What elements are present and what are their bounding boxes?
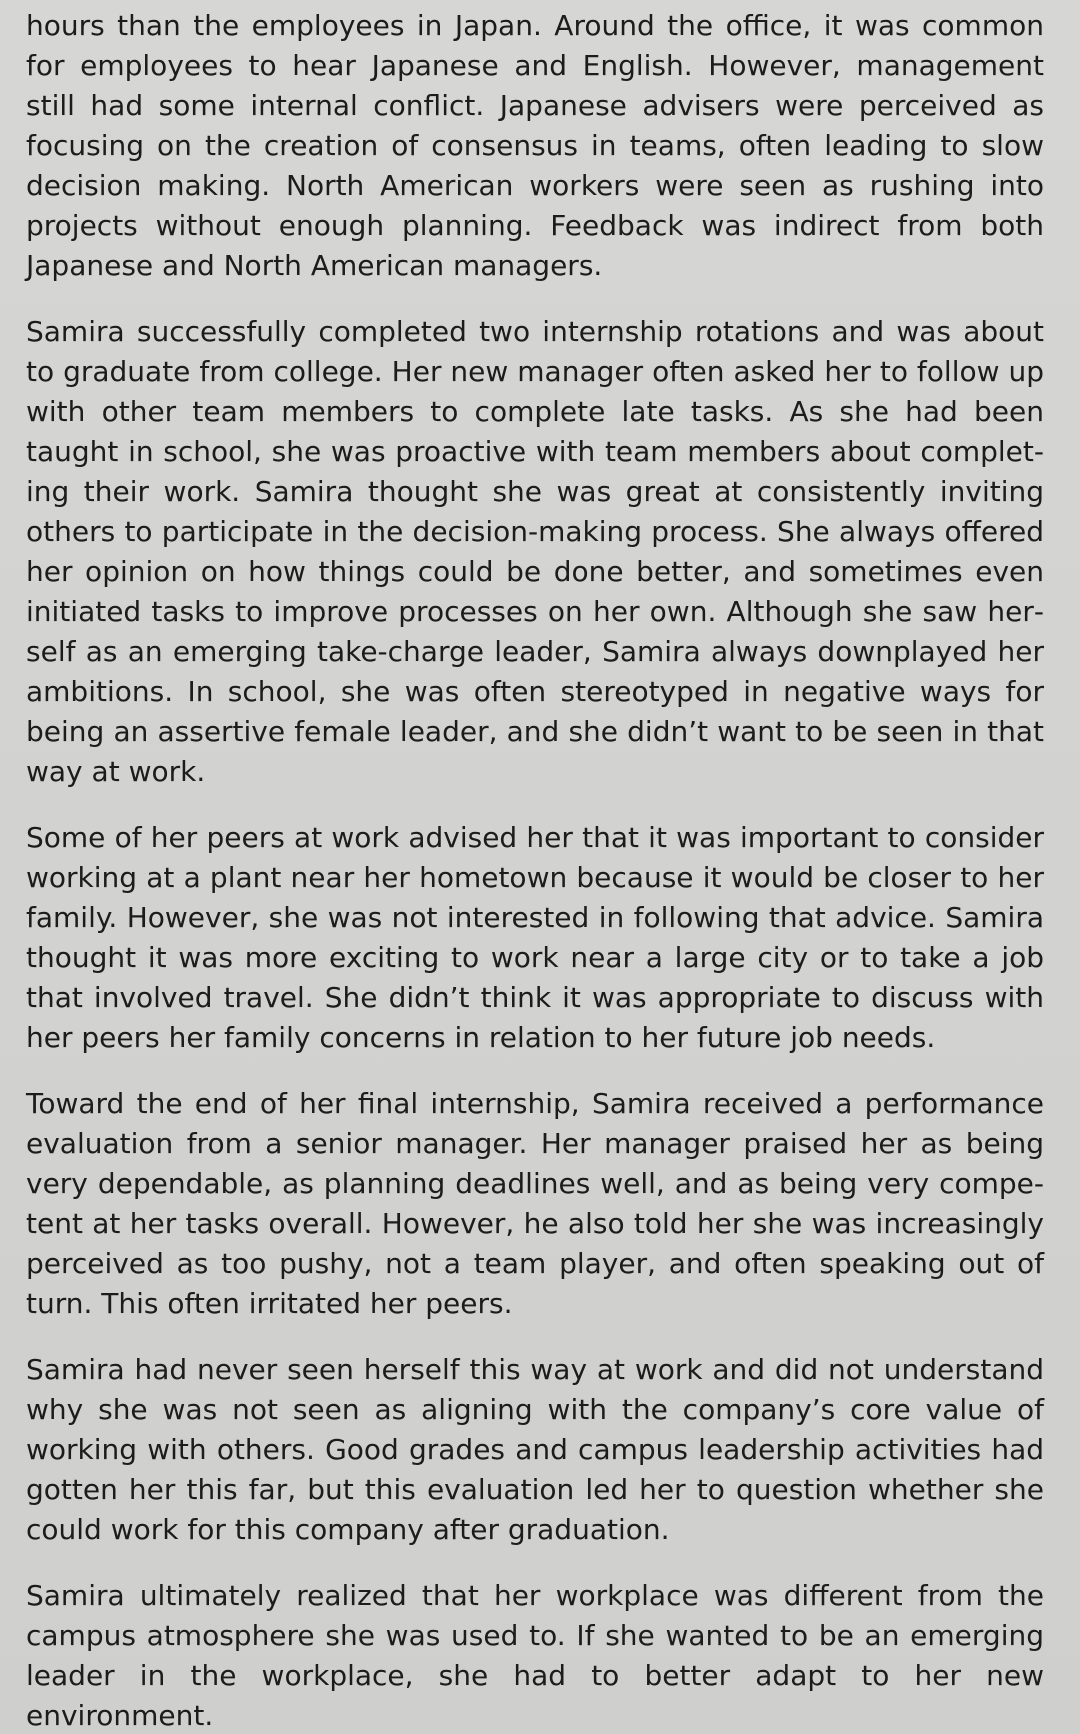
- paragraph-1: hours than the employees in Japan. Around the office, it was common for employees to hear Japanese and English. However, management still had some internal conflict. Japanese advisers were perceived as focusing on the creation of consensus in teams, often leading to slow decision making. North American workers were seen as rushing into projects without enough planning. Feedback was indirect from both Japanese and North American managers.: [26, 9, 1044, 282]
- paragraph-3: Some of her peers at work advised her that it was important to consider working at a plant near her hometown because it would be closer to her family. However, she was not interested in following that advice. Samira thought it was more exciting to work near a large city or to take a job that involved travel. She didn’t think it was appropriate to discuss with her peers her family concerns in relation to her future job needs.: [26, 821, 1044, 1054]
- paragraph-4: Toward the end of her final internship, Samira received a performance evaluation from a senior manager. Her manager praised her as being very dependable, as planning deadlines well, and as being very competent at her tasks overall. However, he also told her she was increasingly perceived as too pushy, not a team player, and often speaking out of turn. This often irritated her peers.: [26, 1087, 1044, 1320]
- paragraph-5: Samira had never seen herself this way at work and did not understand why she was not seen as aligning with the company’s core value of working with others. Good grades and campus leadership activities had gotten her this far, but this evaluation led her to question whether she could work for this company after graduation.: [26, 1353, 1044, 1546]
- paragraph-6: Samira ultimately realized that her workplace was different from the campus atmosphere she was used to. If she wanted to be an emerging leader in the workplace, she had to better adapt to her new environment.: [26, 1579, 1044, 1732]
- paragraph-2: Samira successfully completed two internship rotations and was about to graduate from college. Her new manager often asked her to follow up with other team members to complete late tasks. As she had been taught in school, she was proactive with team members about completing their work. Samira thought she was great at consistently inviting others to participate in the decision-making process. She always offered her opinion on how things could be done better, and sometimes even initiated tasks to improve processes on her own. Although she saw herself as an emerging take-charge leader, Samira always downplayed her ambitions. In school, she was often stereotyped in negative ways for being an assertive female leader, and she didn’t want to be seen in that way at work.: [26, 315, 1044, 788]
